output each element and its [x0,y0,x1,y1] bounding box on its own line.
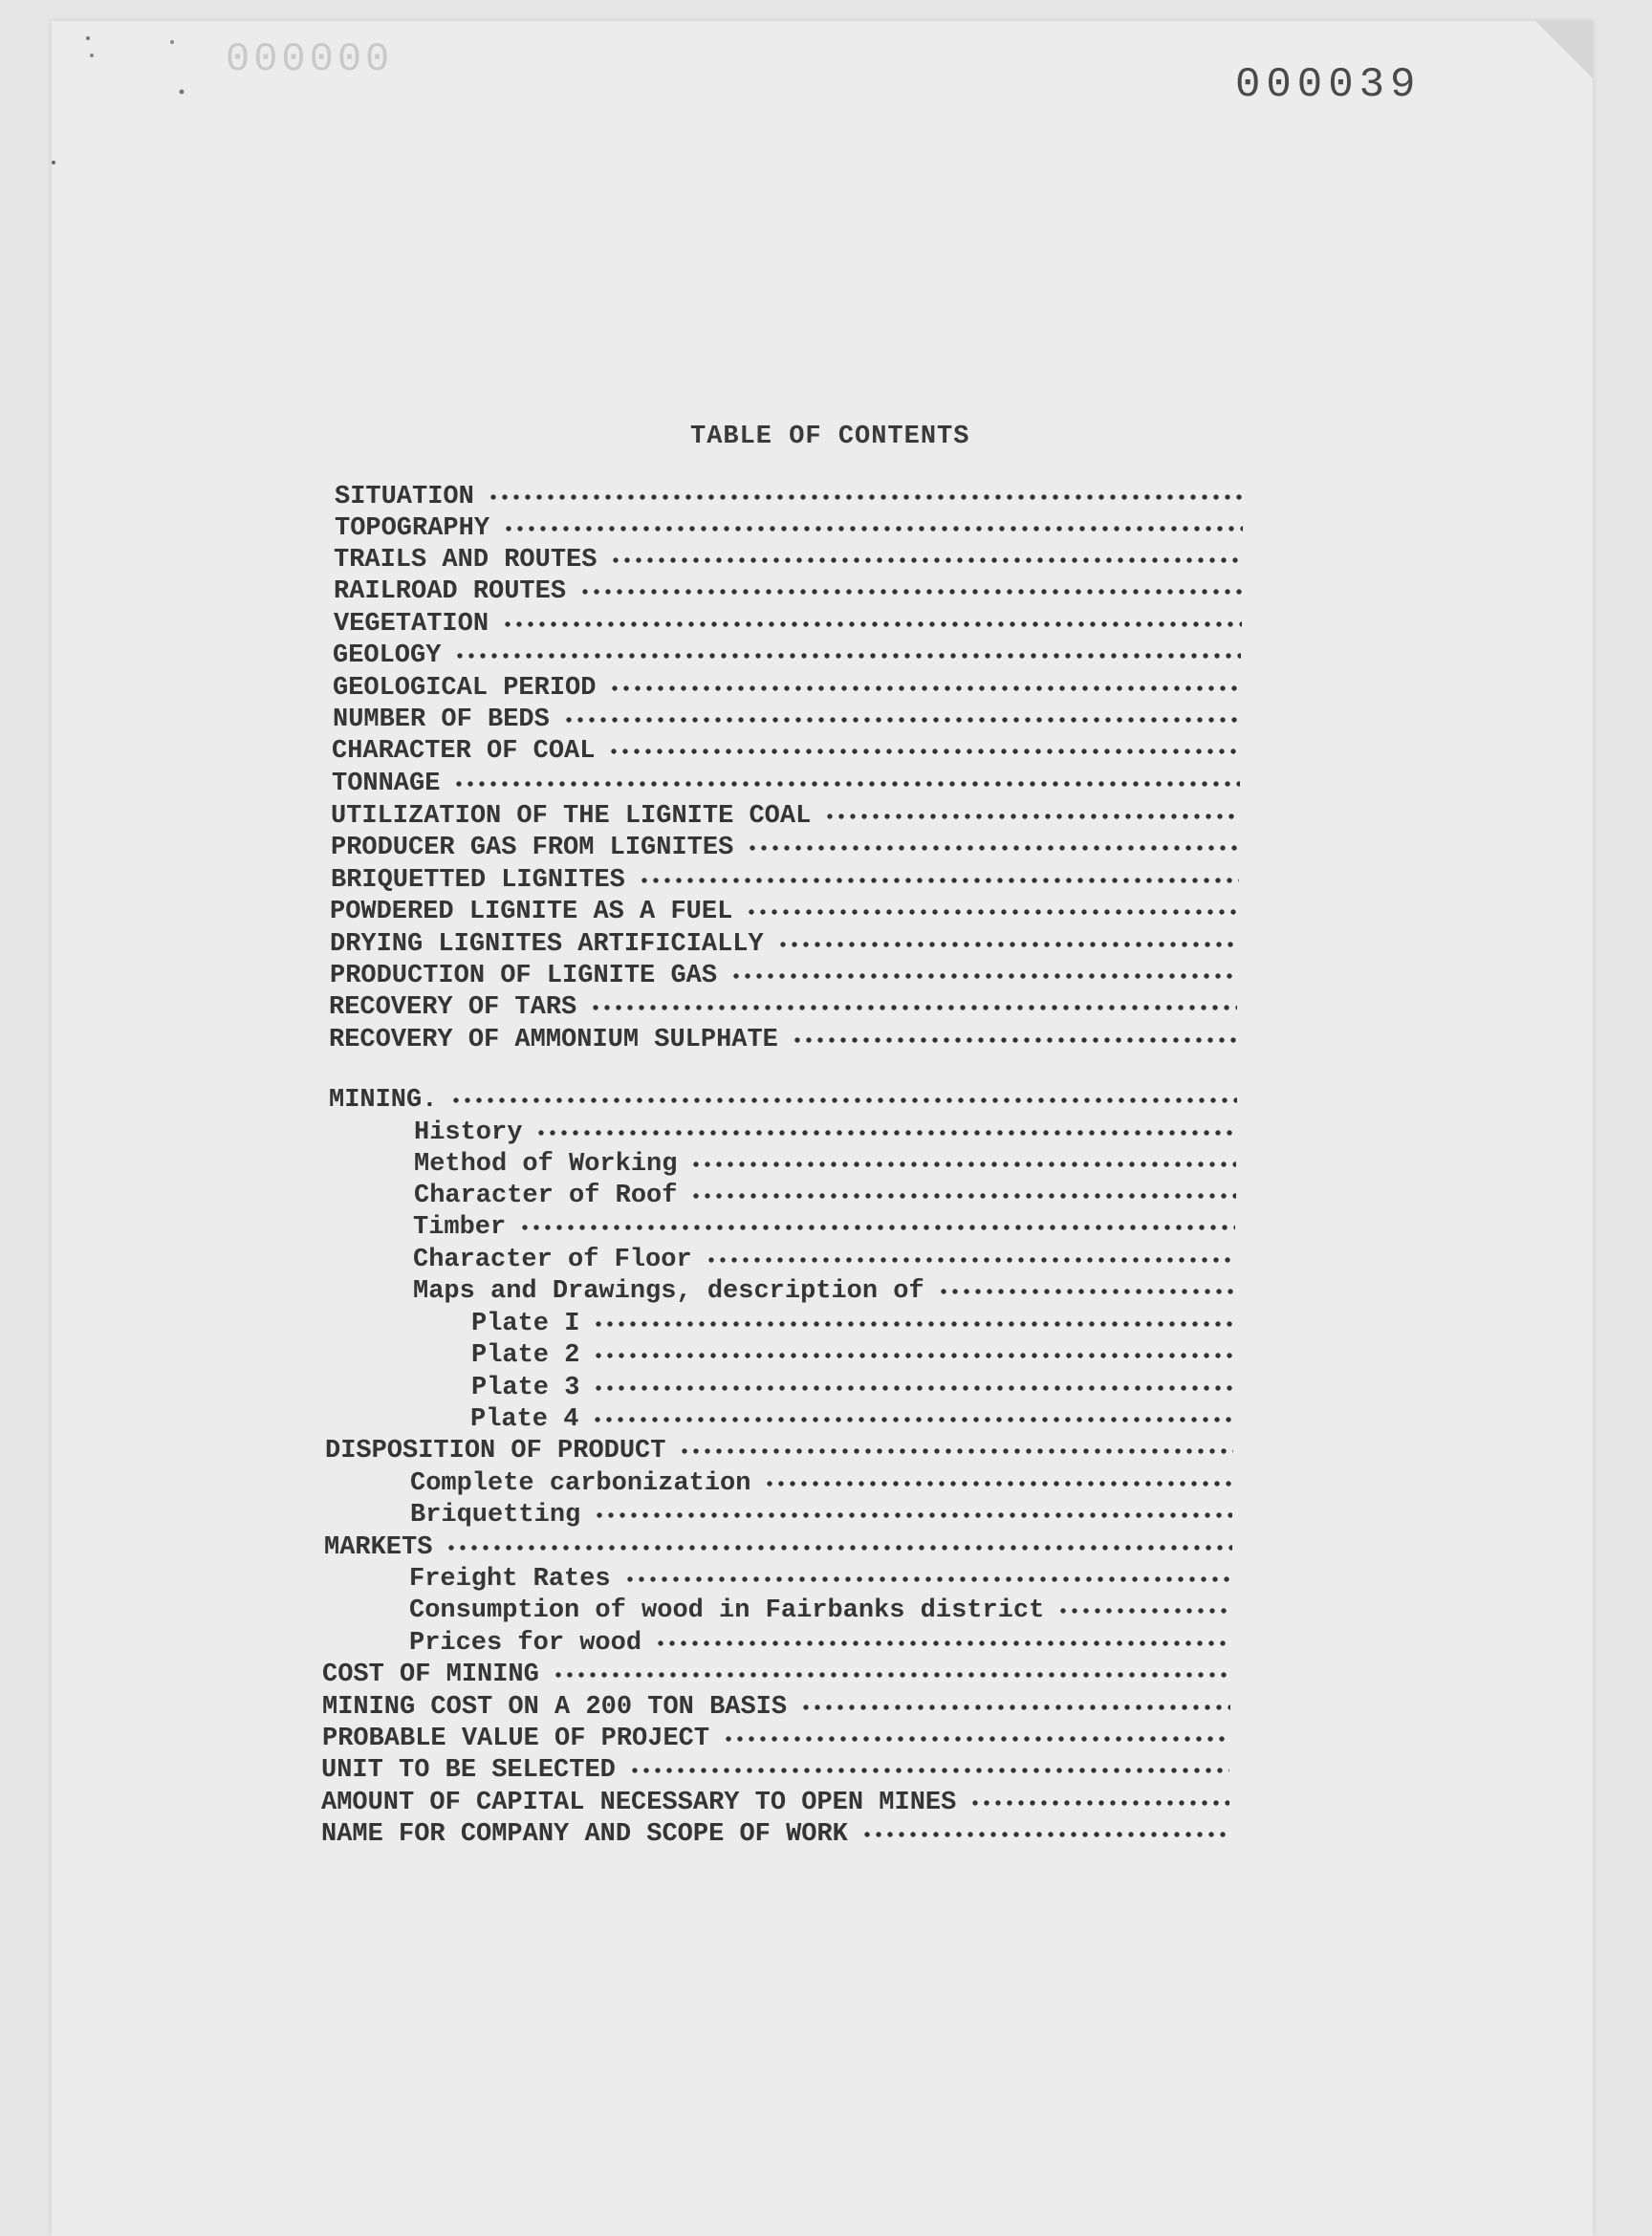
toc-entry [329,992,1237,1023]
toc-entry-label: MINING. [329,1086,438,1115]
toc-entry [332,736,1240,767]
dot-leader [747,845,1239,851]
dot-leader [639,878,1239,883]
toc-entry-label: Timber [413,1213,507,1242]
toc-entry-label: AMOUNT OF CAPITAL NECESSARY TO OPEN MINES [321,1789,957,1817]
dot-leader [608,749,1240,754]
dot-leader [519,1225,1235,1230]
toc-entry [322,1724,1230,1754]
toc-entry [471,1340,1234,1371]
toc-entry-label: TOPOGRAPHY [335,514,490,543]
toc-entry-label: Consumption of wood in Fairbanks district [409,1596,1045,1625]
toc-entry [470,1404,1233,1435]
toc-entry [332,769,1240,799]
dot-leader [1057,1608,1231,1614]
toc-entry-label: Plate 4 [470,1405,579,1434]
toc-entry [410,1500,1232,1530]
toc-entry [333,640,1241,671]
toc-entry [330,961,1238,991]
toc-entry-label: CHARACTER OF COAL [332,737,596,766]
dot-leader [563,717,1241,723]
toc-entry-label: Plate 3 [471,1374,580,1402]
toc-entry [409,1596,1231,1626]
dot-leader [593,1353,1234,1358]
dot-leader [535,1130,1236,1136]
toc-entry [414,1181,1236,1211]
toc-entry-label: Freight Rates [409,1565,611,1594]
toc-entry-label: VEGETATION [334,610,489,639]
toc-entry-label: Character of Floor [413,1246,692,1274]
toc-entry [333,673,1241,704]
toc-entry [329,1085,1237,1116]
faint-serial-number: 000000 [226,36,394,82]
toc-entry [324,1532,1232,1563]
toc-entry [333,705,1241,735]
dot-leader [624,1576,1231,1582]
toc-entry-label: Maps and Drawings, description of [413,1277,924,1306]
dot-leader [824,814,1239,819]
dot-leader [593,1321,1234,1327]
dot-leader [579,589,1242,595]
toc-entry-label: UTILIZATION OF THE LIGNITE COAL [331,802,812,831]
toc-entry-label: RAILROAD ROUTES [334,577,567,606]
dot-leader [861,1832,1229,1837]
toc-entry-label: TONNAGE [332,770,441,798]
toc-entry-label: DISPOSITION OF PRODUCT [325,1437,666,1465]
toc-entry [413,1245,1235,1275]
toc-entry-label: POWDERED LIGNITE AS A FUEL [330,898,733,926]
dot-leader [764,1481,1232,1487]
toc-entry [322,1660,1230,1690]
dot-leader [706,1257,1235,1263]
toc-entry-label: RECOVERY OF AMMONIUM SULPHATE [329,1026,778,1054]
dot-leader [609,685,1241,691]
dot-leader [690,1193,1236,1199]
toc-entry-label: NUMBER OF BEDS [333,706,550,734]
dot-leader [446,1545,1232,1551]
toc-entry [413,1276,1235,1307]
toc-entry [335,513,1243,544]
dot-leader [592,1417,1233,1422]
toc-entry-label: Method of Working [414,1150,678,1179]
toc-entry-label: NAME FOR COMPANY AND SCOPE OF WORK [321,1820,848,1849]
toc-entry [471,1373,1234,1403]
page-serial-number: 000039 [1235,61,1422,109]
toc-entry [409,1628,1231,1659]
dot-leader [453,781,1240,787]
toc-entry-label: Prices for wood [409,1629,642,1658]
toc-entry [331,865,1239,896]
toc-entry [322,1692,1230,1723]
toc-entry-label: COST OF MINING [322,1661,539,1689]
toc-title: TABLE OF CONTENTS [690,423,970,451]
dot-leader [723,1736,1230,1742]
toc-entry-label: Complete carbonization [410,1469,751,1498]
dot-leader [454,653,1241,659]
dot-leader [690,1161,1236,1167]
dot-leader [746,909,1238,915]
dot-leader [792,1037,1237,1043]
toc-entry-label: Character of Roof [414,1182,678,1210]
dot-leader [553,1672,1230,1678]
toc-entry-label: PRODUCER GAS FROM LIGNITES [331,834,734,862]
toc-entry-label: TRAILS AND ROUTES [334,546,598,575]
dot-leader [655,1640,1231,1646]
toc-entry-label: UNIT TO BE SELECTED [321,1756,616,1785]
toc-entry [410,1468,1232,1499]
toc-entry [334,545,1242,575]
dot-leader [502,621,1242,627]
toc-entry-label: DRYING LIGNITES ARTIFICIALLY [330,930,764,959]
toc-entry-label: History [414,1118,523,1147]
toc-entry [335,482,1243,512]
toc-entry [413,1212,1235,1243]
toc-entry [331,833,1239,863]
toc-entry-label: MARKETS [324,1533,433,1562]
toc-entry-label: RECOVERY OF TARS [329,993,577,1022]
toc-entry [331,801,1239,832]
dot-leader [503,526,1243,532]
dot-leader [593,1385,1234,1391]
toc-entry [471,1309,1234,1339]
toc-entry-label: GEOLOGICAL PERIOD [333,674,597,703]
dot-leader [450,1097,1237,1103]
toc-entry-label: BRIQUETTED LIGNITES [331,866,625,895]
toc-entry-label: Plate I [471,1310,580,1338]
toc-entry [321,1755,1229,1786]
toc-entry [325,1436,1233,1466]
toc-entry-label: PROBABLE VALUE OF PROJECT [322,1725,710,1753]
dot-leader [938,1289,1235,1294]
toc-entry [409,1564,1231,1595]
dot-leader [969,1800,1229,1806]
toc-entry [334,576,1242,607]
dot-leader [777,942,1238,947]
dot-leader [679,1448,1233,1454]
toc-entry [330,897,1238,927]
toc-entry-label: GEOLOGY [333,641,442,670]
toc-entry-label: PRODUCTION OF LIGNITE GAS [330,962,718,990]
toc-entry [321,1819,1229,1850]
toc-entry [329,1025,1237,1055]
dot-leader [629,1768,1229,1773]
toc-entry-label: SITUATION [335,483,474,511]
toc-entry [321,1788,1229,1818]
dot-leader [488,494,1243,500]
dot-leader [730,973,1238,979]
toc-entry [414,1118,1236,1148]
toc-entry [414,1149,1236,1180]
dot-leader [590,1005,1237,1010]
toc-entry [334,609,1242,640]
toc-entry-label: Plate 2 [471,1341,580,1370]
dot-leader [594,1512,1232,1518]
toc-entry [330,929,1238,960]
toc-entry-label: MINING COST ON A 200 TON BASIS [322,1693,788,1722]
dot-leader [610,557,1242,563]
dot-leader [800,1704,1230,1710]
toc-entry-label: Briquetting [410,1501,581,1530]
